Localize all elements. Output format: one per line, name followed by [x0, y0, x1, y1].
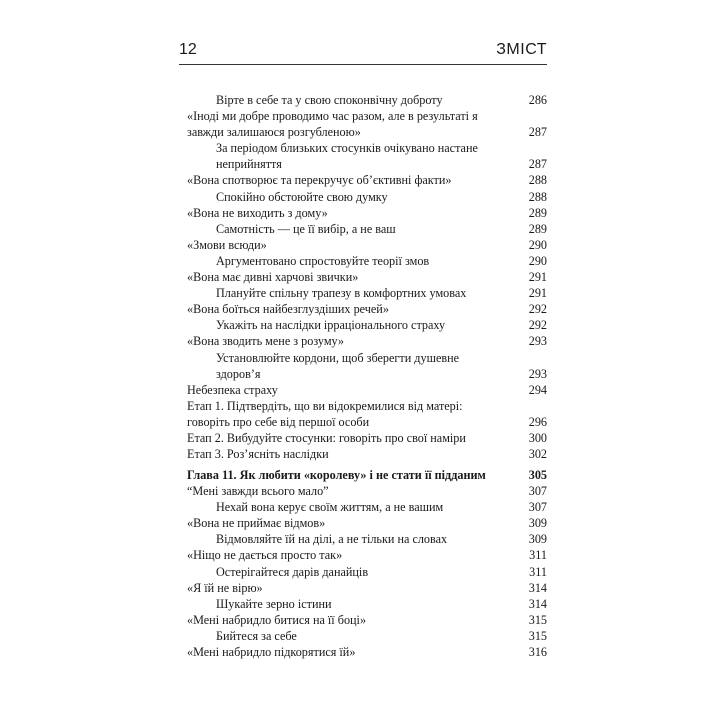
toc-entry-title: Нехай вона керує своїм життям, а не вашим: [216, 500, 444, 515]
toc-entry-title: Вірте в себе та у свою споконвічну доброту: [216, 93, 443, 107]
toc-entry-title: За періодом близьких стосунків очікувано настане неприйняття: [216, 141, 478, 172]
toc-entry: [187, 285, 547, 301]
toc-entry-page: 289: [528, 205, 547, 220]
toc-entry-title: Плануйте спільну трапезу в комфортних умовах: [216, 286, 467, 301]
toc-entry: [187, 547, 547, 563]
toc-entry-page: 293: [528, 334, 547, 349]
toc-entry-title: Шукайте зерно істини: [216, 596, 332, 611]
toc-entry: [187, 644, 547, 660]
toc-entry-page: 290: [528, 237, 547, 252]
toc-entry-page: 294: [528, 382, 547, 397]
toc-entry-title: Небезпека страху: [187, 382, 278, 397]
toc-chapter-title: Глава 11. Як любити «королеву» і не стати її підданим: [187, 468, 486, 482]
running-head: ЗМІСТ: [496, 41, 547, 58]
toc-entry-title: «Я їй не вірю»: [187, 580, 263, 595]
toc-entry-page: 292: [528, 318, 547, 333]
toc-entry-title: «Мені набридло підкорятися їй»: [187, 645, 356, 660]
toc-entry-page: 314: [528, 580, 547, 595]
toc-entry-page: 309: [528, 532, 547, 547]
toc-entry: [187, 612, 547, 628]
header-rule: [179, 64, 547, 65]
toc-entry: [187, 531, 547, 547]
toc-entry-page: 286: [528, 93, 547, 107]
toc-entry-page: 296: [528, 414, 547, 429]
toc-entry: [187, 350, 547, 382]
toc-entry-title: «Іноді ми добре проводимо час разом, але в результаті я завжди залишаюся розгубленою»: [187, 109, 478, 140]
toc-entry-page: 291: [528, 270, 547, 285]
toc-entry-title: «Вона має дивні харчові звички»: [187, 270, 359, 285]
toc-entry-page: 287: [528, 157, 547, 172]
toc-entry-page: 307: [528, 484, 547, 499]
toc-entry-page: 315: [528, 628, 547, 643]
toc-entry: [187, 92, 547, 108]
toc-entry-title: «Вона зводить мене з розуму»: [187, 334, 345, 349]
toc-entry-page: 316: [528, 645, 547, 660]
toc-entry-title: «Вона боїться найбезглуздіших речей»: [187, 302, 389, 317]
toc-entry: [187, 333, 547, 349]
toc-entry-page: 314: [528, 596, 547, 611]
toc-entry-title: «Мені набридло битися на її боці»: [187, 612, 367, 627]
toc-entry: [187, 499, 547, 515]
toc-entry-title: «Вона не виходить з дому»: [187, 205, 328, 220]
toc-entry-page: 290: [528, 253, 547, 268]
toc-entry: [187, 382, 547, 398]
toc-entry-page: 291: [528, 286, 547, 301]
toc-entry-page: 288: [528, 173, 547, 188]
toc-chapter-page: 305: [528, 468, 547, 482]
toc-entry-title: Установлюйте кордони, щоб зберегти душевне здоров’я: [216, 350, 460, 381]
toc-entry: [187, 398, 547, 430]
toc-entry-page: 289: [528, 221, 547, 236]
toc-entry: [187, 205, 547, 221]
toc-entry-title: Остерігайтеся дарів данайців: [216, 564, 369, 579]
toc-entry-title: Аргументовано спростовуйте теорії змов: [216, 253, 430, 268]
toc-entry-page: 302: [528, 447, 547, 462]
toc-entry-title: «Ніщо не дається просто так»: [187, 548, 343, 563]
toc-entry-page: 309: [528, 516, 547, 531]
toc-entry: [187, 515, 547, 531]
toc-entry-title: “Мені завжди всього мало”: [187, 484, 329, 499]
toc-entry: [187, 483, 547, 499]
toc-entry: [187, 628, 547, 644]
toc-entry: [187, 430, 547, 446]
toc-entry-page: 292: [528, 302, 547, 317]
toc-entry: [187, 237, 547, 253]
toc-entry: [187, 253, 547, 269]
toc-entry-title: «Вона спотворює та перекручує об’єктивні факти»: [187, 173, 452, 188]
toc-entry: [187, 446, 547, 462]
toc-entry: [187, 221, 547, 237]
toc-entry-page: 311: [529, 548, 547, 563]
toc-entry-page: 300: [528, 430, 547, 445]
toc-entry-title: Бийтеся за себе: [216, 628, 297, 643]
toc-entry-title: Етап 1. Підтвердіть, що ви відокремилися від матері: говоріть про себе від першої особи: [187, 398, 463, 429]
toc-entry: [187, 189, 547, 205]
toc-entry: [187, 580, 547, 596]
toc-entry-title: Спокійно обстоюйте свою думку: [216, 189, 388, 204]
toc-entry: [187, 172, 547, 188]
toc-entry: [187, 140, 547, 172]
page-header: [179, 40, 547, 64]
toc-entry: [187, 564, 547, 580]
toc-entry: [187, 269, 547, 285]
toc-entry-title: «Змови всюди»: [187, 237, 267, 252]
toc-entry-page: 307: [528, 500, 547, 515]
toc-entry: [187, 108, 547, 140]
toc-entry-page: 287: [528, 125, 547, 140]
toc-entry: [187, 301, 547, 317]
toc-chapter-entry: [187, 467, 547, 483]
toc-block: [187, 467, 547, 660]
toc-entry-page: 293: [528, 366, 547, 381]
toc-entry-page: 311: [529, 564, 547, 579]
toc-entry: [187, 317, 547, 333]
toc-entry-page: 288: [528, 189, 547, 204]
page-number: 12: [179, 41, 197, 58]
toc-entry-title: Етап 2. Вибудуйте стосунки: говоріть про свої наміри: [187, 430, 466, 445]
toc-block: [187, 92, 547, 462]
toc-entry-title: Укажіть на наслідки ірраціонального страху: [216, 318, 446, 333]
toc-entry-title: Етап 3. Роз’ясніть наслідки: [187, 447, 329, 462]
toc-entry-page: 315: [528, 612, 547, 627]
toc-entry-title: Відмовляйте їй на ділі, а не тільки на словах: [216, 532, 448, 547]
toc-entry-title: Самотність — це її вибір, а не ваш: [216, 221, 396, 236]
toc-entry: [187, 596, 547, 612]
toc-entry-title: «Вона не приймає відмов»: [187, 516, 326, 531]
